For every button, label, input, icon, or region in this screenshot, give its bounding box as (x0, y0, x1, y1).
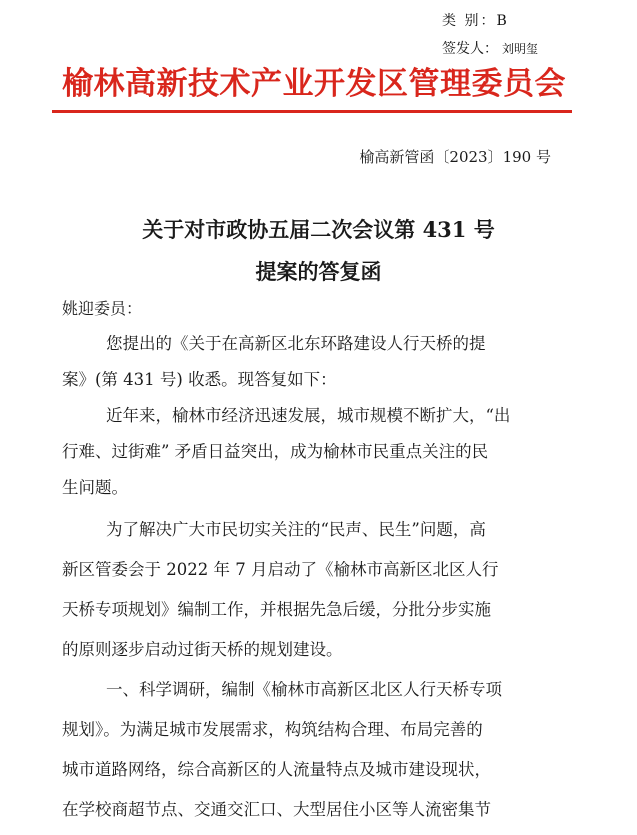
salutation: 姚迎委员： (62, 299, 143, 318)
document-title-line-1: 关于对市政协五届二次会议第 431 号 (142, 217, 495, 242)
signer-line (442, 38, 538, 58)
body-line: 规划》。为满足城市发展需求，构筑结构合理、布局完善的 (62, 720, 483, 739)
signer-label: 签发人： (442, 41, 498, 57)
body-line: 城市道路网络，综合高新区的人流量特点及城市建设现状， (62, 760, 491, 779)
body-line: 为了解决广大市民切实关注的“民声、民生”问题，高 (106, 520, 486, 539)
body-line: 行难、过街难” 矛盾日益突出，成为榆林市民重点关注的民 (62, 442, 489, 461)
body-line: 生问题。 (62, 478, 128, 497)
org-header-title: 榆林高新技术产业开发区管理委员会 (62, 66, 566, 102)
category-label: 类 别：B (442, 13, 509, 29)
body-line: 新区管委会于 2022 年 7 月启动了《榆林市高新区北区人行 (62, 560, 499, 579)
body-line: 天桥专项规划》编制工作，并根据先急后缓，分批分步实施 (62, 600, 491, 619)
body-line: 的原则逐步启动过街天桥的规划建设。 (62, 640, 343, 659)
body-line: 案》(第 431 号) 收悉。现答复如下： (62, 370, 337, 389)
red-header-rule (52, 110, 572, 113)
document-title-line-2: 提案的答复函 (255, 259, 382, 284)
document-number: 榆高新管函〔2023〕190 号 (359, 148, 551, 166)
body-line: 您提出的《关于在高新区北东环路建设人行天桥的提 (106, 334, 486, 353)
body-line: 近年来，榆林市经济迅速发展，城市规模不断扩大，“出 (106, 406, 511, 425)
body-line: 一、科学调研，编制《榆林市高新区北区人行天桥专项 (106, 680, 502, 699)
body-line: 在学校商超节点、交通交汇口、大型居住小区等人流密集节 (62, 800, 491, 819)
signer-name: 刘明玺 (502, 42, 539, 56)
